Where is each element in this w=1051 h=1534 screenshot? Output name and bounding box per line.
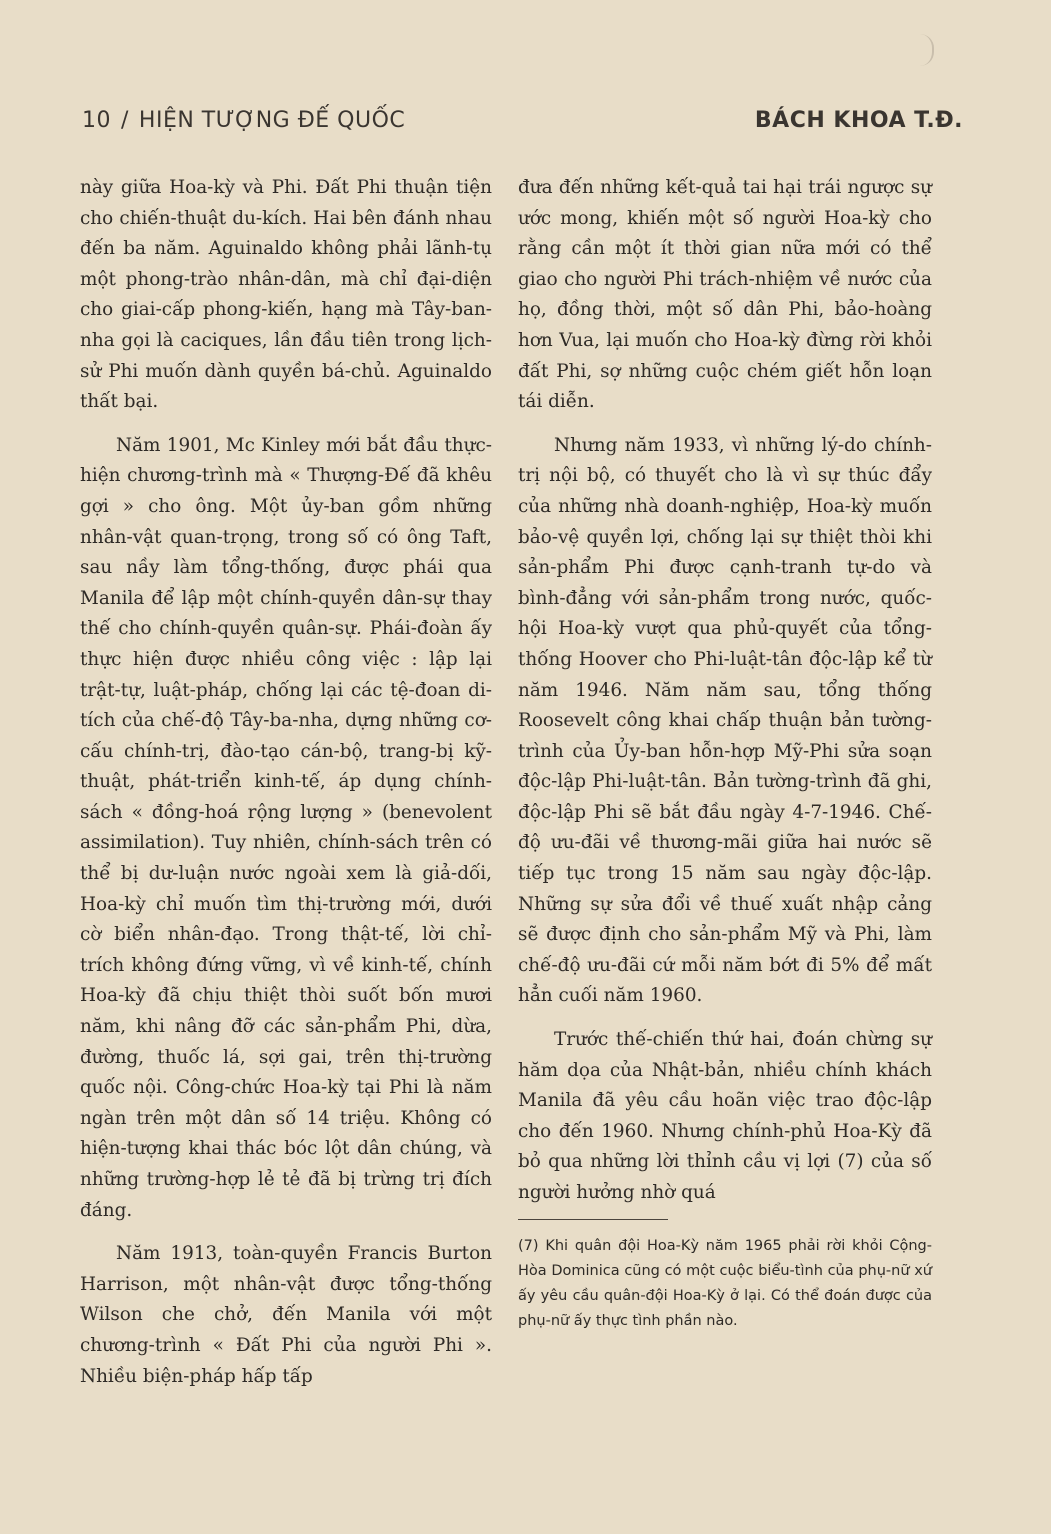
header-separator: / xyxy=(121,108,129,133)
section-title: HIỆN TƯỢNG ĐẾ QUỐC xyxy=(138,108,406,133)
paragraph: Nhưng năm 1933, vì những lý-do chính-trị nội bộ, có thuyết cho là vì sự thúc đẩy của những nhà doanh-nghiệp, Hoa-kỳ muốn bảo-vệ quyền lợi, chống lại sự thiệt thòi khi sản-phẩm Phi được cạnh-tranh tự-do và bình-đẳng với sản-phẩm trong nước, quốc-hội Hoa-kỳ vượt qua phủ-quyết của tổng-thống Hoover cho Phi-luật-tân độc-lập kể từ năm 1946. Năm năm sau, tổng thống Roosevelt công khai chấp thuận bản tường-trình của Ủy-ban hỗn-hợp Mỹ-Phi sửa soạn độc-lập Phi-luật-tân. Bản tường-trình đã ghi, độc-lập Phi sẽ bắt đầu ngày 4-7-1946. Chế-độ ưu-đãi về thương-mãi giữa hai nước sẽ tiếp tục trong 15 năm sau ngày độc-lập. Những sự sửa đổi về thuế xuất nhập cảng sẽ được định cho sản-phẩm Mỹ và Phi, làm chế-độ ưu-đãi cứ mỗi năm bớt đi 5% để mất hẳn cuối năm 1960. xyxy=(518,434,932,1007)
footnote-divider xyxy=(518,1219,668,1220)
paragraph: Trước thế-chiến thứ hai, đoán chừng sự hăm dọa của Nhật-bản, nhiều chính khách Manila đã yêu cầu hoãn việc trao độc-lập cho đến 1960. Nhưng chính-phủ Hoa-Kỳ đã bỏ qua những lời thỉnh cầu vị lợi (7) của số người hưởng nhờ quá xyxy=(518,1029,932,1203)
page-corner-mark xyxy=(918,34,934,66)
left-column xyxy=(80,173,492,1392)
running-header xyxy=(82,108,963,142)
paragraph: đưa đến những kết-quả tai hại trái ngược sự ước mong, khiến một số người Hoa-kỳ cho rằng cần một ít thời gian nữa mới có thể giao cho người Phi trách-nhiệm về nước của họ, đồng thời, một số dân Phi, bảo-hoàng hơn Vua, lại muốn cho Hoa-kỳ đừng rời khỏi đất Phi, sợ những cuộc chém giết hỗn loạn tái diễn. xyxy=(518,177,932,413)
paragraph: này giữa Hoa-kỳ và Phi. Đất Phi thuận tiện cho chiến-thuật du-kích. Hai bên đánh nhau đến ba năm. Aguinaldo không phải lãnh-tụ một phong-trào nhân-dân, mà chỉ đại-diện cho giai-cấp phong-kiến, hạng mà Tây-ban-nha gọi là caciques, lần đầu tiên trong lịch-sử Phi muốn dành quyền bá-chủ. Aguinaldo thất bại. xyxy=(80,177,492,413)
header-left xyxy=(82,108,405,133)
page-number: 10 xyxy=(82,108,111,133)
paragraph: Năm 1901, Mc Kinley mới bắt đầu thực-hiện chương-trình mà « Thượng-Đế đã khêu gợi » cho ông. Một ủy-ban gồm những nhân-vật quan-trọng, trong số có ông Taft, sau nầy làm tổng-thống, được phái qua Manila để lập một chính-quyền dân-sự thay thế cho chính-quyền quân-sự. Phái-đoàn ấy thực hiện được nhiều công việc : lập lại trật-tự, luật-pháp, chống lại các tệ-đoan di-tích của chế-độ Tây-ba-nha, dựng những cơ-cấu chính-trị, đào-tạo cán-bộ, trang-bị kỹ-thuật, phát-triển kinh-tế, áp dụng chính-sách « đồng-hoá rộng lượng » (benevolent assimilation). Tuy nhiên, chính-sách trên có thể bị dư-luận nước ngoài xem là giả-dối, Hoa-kỳ chỉ muốn tìm thị-trường mới, dưới cờ biển nhân-đạo. Trong thật-tế, lời chỉ-trích không đứng vững, vì về kinh-tế, chính Hoa-kỳ đã chịu thiệt thòi suốt bốn mươi năm, khi nâng đỡ các sản-phẩm Phi, dừa, đường, thuốc lá, sợi gai, trên thị-trường quốc nội. Công-chức Hoa-kỳ tại Phi là năm ngàn trên một dân số 14 triệu. Không có hiện-tượng khai thác bóc lột dân chúng, và những trường-hợp lẻ tẻ đã bị trừng trị đích đáng. xyxy=(80,434,492,1221)
publication-title: BÁCH KHOA T.Đ. xyxy=(754,108,963,133)
footnote: (7) Khi quân đội Hoa-Kỳ năm 1965 phải rời khỏi Cộng-Hòa Dominica cũng có một cuộc biểu-tình của phụ-nữ xứ ấy yêu cầu quân-đội Hoa-Kỳ ở lại. Có thể đoán được của phụ-nữ ấy thực tình phần nào. xyxy=(518,1237,932,1329)
right-column xyxy=(518,173,932,1334)
paragraph: Năm 1913, toàn-quyền Francis Burton Harrison, một nhân-vật được tổng-thống Wilson che chở, đến Manila với một chương-trình « Đất Phi của người Phi ». Nhiều biện-pháp hấp tấp xyxy=(80,1243,492,1387)
